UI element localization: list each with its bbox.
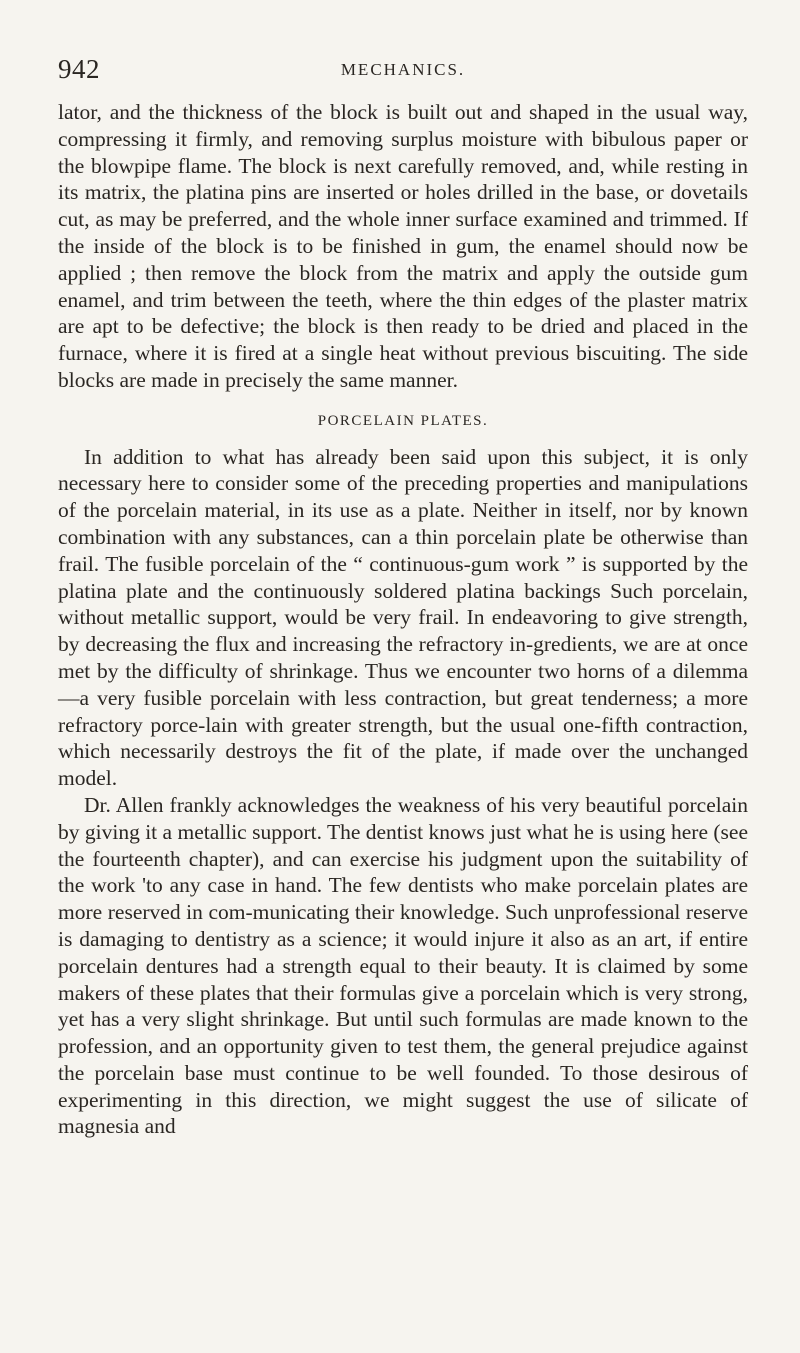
running-head: MECHANICS.	[340, 60, 466, 79]
page-header	[58, 48, 748, 88]
body-text	[58, 99, 748, 1140]
paragraph: In addition to what has already been said upon this subject, it is only necessary here to consider some of the preceding properties and manipulations of the porcelain material, in its use as a plate. Neither in itself, nor by known combination with any substances, can a thin porcelain plate be otherwise than frail. The fusible porcelain of the “ continuous-gum work ” is supported by the platina plate and the continuously soldered platina backings Such porcelain, without metallic support, would be very frail. In endeavoring to give strength, by decreasing the flux and increasing the refractory in-gredients, we are at once met by the difficulty of shrinkage. Thus we encounter two horns of a dilemma—a very fusible porcelain with less contraction, but great tenderness; a more refractory porce-lain with greater strength, but the usual one-fifth contraction, which necessarily destroys the fit of the plate, if made over the unchanged model.	[58, 444, 748, 791]
paragraph-continuation: lator, and the thickness of the block is built out and shaped in the usual way, compressing it firmly, and removing surplus moisture with bibulous paper or the blowpipe flame. The block is next carefully removed, and, while resting in its matrix, the platina pins are inserted or holes drilled in the base, or dovetails cut, as may be preferred, and the whole inner surface examined and trimmed. If the inside of the block is to be finished in gum, the enamel should now be applied ; then remove the block from the matrix and apply the outside gum enamel, and trim between the teeth, where the thin edges of the plaster matrix are apt to be defective; the block is then ready to be dried and placed in the furnace, where it is fired at a single heat without previous biscuiting. The side blocks are made in precisely the same manner.	[58, 100, 748, 392]
paragraph: Dr. Allen frankly acknowledges the weakness of his very beautiful porcelain by giving it a metallic support. The dentist knows just what he is using here (see the fourteenth chapter), and can exercise his judgment upon the suitability of the work 'to any case in hand. The few dentists who make porcelain plates are more reserved in com-municating their knowledge. Such unprofessional reserve is damaging to dentistry as a science; it would injure it also as an art, if entire porcelain dentures had a strength equal to their beauty. It is claimed by some makers of these plates that their formulas give a porcelain which is very strong, yet has a very slight shrinkage. But until such formulas are made known to the profession, and an opportunity given to test them, the general prejudice against the porcelain base must continue to be well founded. To those desirous of experimenting in this direction, we might suggest the use of silicate of magnesia and	[58, 792, 748, 1139]
section-heading: PORCELAIN PLATES.	[317, 412, 489, 429]
page-number: 942	[58, 54, 100, 84]
